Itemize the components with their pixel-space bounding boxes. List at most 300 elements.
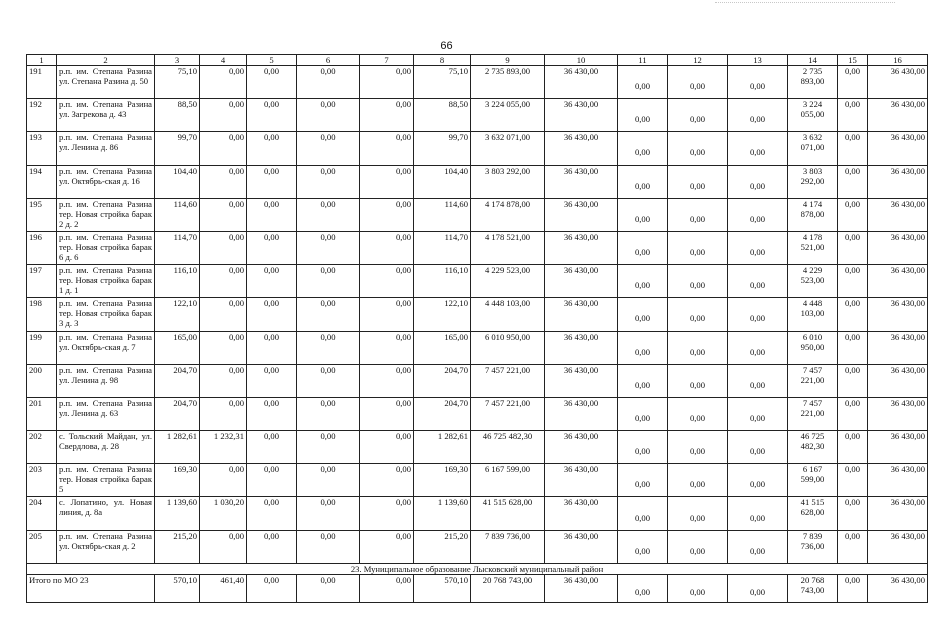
cell-value: 0,00 [749,587,766,598]
cell-value: 0,00 [749,446,766,457]
cell-col-5: 0,00 [247,99,297,132]
cell-col-12 [668,497,728,530]
column-number: 16 [868,55,928,66]
cell-col-13 [728,265,788,298]
cell-col-3: 99,70 [155,132,200,165]
cell-value: 0,00 [634,446,651,457]
column-number: 7 [360,55,414,66]
table-row [27,231,928,264]
cell-col-13 [728,464,788,497]
cell-col-10: 36 430,00 [545,364,618,397]
cell-value: 0,00 [634,412,651,423]
cell-col-13 [728,132,788,165]
cell-col-8: 169,30 [414,464,471,497]
cell-value: 0,00 [689,81,706,92]
cell-col-16: 36 430,00 [868,298,928,331]
cell-col-14: 3 632 071,00 [788,132,838,165]
cell-col-13 [728,99,788,132]
cell-col-3: 169,30 [155,464,200,497]
cell-value: 0,00 [689,512,706,523]
address-cell: р.п. им. Степана Разина ул. Загрекова д. 43 [57,99,155,132]
cell-value: 0,00 [689,587,706,598]
cell-col-4: 0,00 [200,66,247,99]
cell-value: 0,00 [634,247,651,258]
cell-col-9: 20 768 743,00 [471,574,545,602]
cell-col-4: 0,00 [200,331,247,364]
cell-col-10: 36 430,00 [545,165,618,198]
cell-col-16: 36 430,00 [868,397,928,430]
row-number: 200 [27,364,57,397]
cell-col-5: 0,00 [247,574,297,602]
table-row [27,132,928,165]
cell-col-4: 461,40 [200,574,247,602]
cell-col-3: 114,60 [155,198,200,231]
cell-col-14: 41 515 628,00 [788,497,838,530]
cell-col-5: 0,00 [247,66,297,99]
cell-value: 0,00 [689,147,706,158]
cell-value: 0,00 [749,545,766,556]
cell-col-4: 1 030,20 [200,497,247,530]
address-cell: р.п. им. Степана Разина ул. Степана Разина д. 50 [57,66,155,99]
cell-col-13 [728,231,788,264]
cell-value: 0,00 [749,180,766,191]
cell-col-6: 0,00 [297,298,360,331]
column-number: 10 [545,55,618,66]
address-cell: р.п. им. Степана Разина ул. Ленина д. 86 [57,132,155,165]
cell-col-13 [728,530,788,563]
row-number: 201 [27,397,57,430]
cell-col-15: 0,00 [838,265,868,298]
cell-col-3: 104,40 [155,165,200,198]
cell-col-11 [618,464,668,497]
cell-col-10: 36 430,00 [545,198,618,231]
cell-value: 0,00 [689,545,706,556]
cell-col-4: 0,00 [200,265,247,298]
cell-col-12 [668,198,728,231]
cell-col-9: 2 735 893,00 [471,66,545,99]
cell-col-5: 0,00 [247,497,297,530]
row-number: 192 [27,99,57,132]
address-cell: р.п. им. Степана Разина ул. Октябрь-ская д. 2 [57,530,155,563]
cell-col-8: 215,20 [414,530,471,563]
cell-value: 0,00 [634,587,651,598]
cell-col-15: 0,00 [838,397,868,430]
cell-col-3: 116,10 [155,265,200,298]
column-number: 6 [297,55,360,66]
cell-col-4: 0,00 [200,298,247,331]
cell-col-15: 0,00 [838,497,868,530]
cell-col-10: 36 430,00 [545,464,618,497]
cell-value: 0,00 [749,512,766,523]
address-cell: р.п. им. Степана Разина тер. Новая стройка барак 5 [57,464,155,497]
cell-col-15: 0,00 [838,231,868,264]
cell-value: 0,00 [689,247,706,258]
cell-col-6: 0,00 [297,464,360,497]
cell-col-3: 75,10 [155,66,200,99]
cell-col-9: 6 167 599,00 [471,464,545,497]
cell-col-5: 0,00 [247,165,297,198]
cell-col-16: 36 430,00 [868,574,928,602]
cell-col-13 [728,397,788,430]
cell-col-11 [618,298,668,331]
address-cell: р.п. им. Степана Разина тер. Новая стройка барак 3 д. 3 [57,298,155,331]
cell-col-3: 1 282,61 [155,431,200,464]
page-number: 66 [440,40,453,52]
cell-col-5: 0,00 [247,298,297,331]
cell-col-6: 0,00 [297,132,360,165]
row-number: 195 [27,198,57,231]
cell-col-9: 7 457 221,00 [471,397,545,430]
cell-col-10: 36 430,00 [545,231,618,264]
cell-value: 0,00 [689,213,706,224]
cell-col-16: 36 430,00 [868,66,928,99]
cell-col-11 [618,198,668,231]
cell-value: 0,00 [749,346,766,357]
cell-col-15: 0,00 [838,198,868,231]
cell-col-10: 36 430,00 [545,530,618,563]
cell-col-12 [668,431,728,464]
cell-col-12 [668,331,728,364]
cell-col-11 [618,331,668,364]
cell-col-12 [668,298,728,331]
cell-col-5: 0,00 [247,198,297,231]
cell-value: 0,00 [634,346,651,357]
cell-col-9: 3 803 292,00 [471,165,545,198]
cell-col-16: 36 430,00 [868,464,928,497]
cell-col-9: 4 448 103,00 [471,298,545,331]
row-number: 204 [27,497,57,530]
column-number: 3 [155,55,200,66]
column-number: 13 [728,55,788,66]
cell-col-5: 0,00 [247,397,297,430]
housing-registry-table [26,54,928,603]
cell-col-16: 36 430,00 [868,132,928,165]
cell-col-15: 0,00 [838,165,868,198]
cell-col-16: 36 430,00 [868,99,928,132]
cell-col-8: 114,60 [414,198,471,231]
cell-value: 0,00 [634,147,651,158]
cell-col-7: 0,00 [360,397,414,430]
cell-col-4: 0,00 [200,364,247,397]
cell-value: 0,00 [634,213,651,224]
cell-col-12 [668,574,728,602]
cell-col-10: 36 430,00 [545,574,618,602]
total-row [27,574,928,602]
cell-col-14: 7 457 221,00 [788,364,838,397]
row-number: 193 [27,132,57,165]
address-cell: р.п. им. Степана Разина тер. Новая стройка барак 6 д. 6 [57,231,155,264]
table-row [27,464,928,497]
cell-col-6: 0,00 [297,66,360,99]
cell-col-6: 0,00 [297,364,360,397]
cell-col-6: 0,00 [297,231,360,264]
cell-col-7: 0,00 [360,165,414,198]
cell-col-7: 0,00 [360,265,414,298]
cell-col-13 [728,165,788,198]
cell-col-10: 36 430,00 [545,431,618,464]
cell-col-7: 0,00 [360,298,414,331]
cell-col-4: 0,00 [200,132,247,165]
cell-col-8: 99,70 [414,132,471,165]
cell-col-8: 570,10 [414,574,471,602]
address-cell: р.п. им. Степана Разина ул. Ленина д. 63 [57,397,155,430]
cell-col-16: 36 430,00 [868,265,928,298]
cell-col-14: 6 010 950,00 [788,331,838,364]
cell-col-3: 570,10 [155,574,200,602]
cell-col-5: 0,00 [247,132,297,165]
cell-col-16: 36 430,00 [868,431,928,464]
row-number: 194 [27,165,57,198]
table-row [27,397,928,430]
cell-value: 0,00 [634,313,651,324]
cell-col-9: 4 178 521,00 [471,231,545,264]
cell-col-11 [618,574,668,602]
cell-col-10: 36 430,00 [545,265,618,298]
cell-col-8: 116,10 [414,265,471,298]
cell-col-7: 0,00 [360,99,414,132]
address-cell: р.п. им. Степана Разина тер. Новая стройка барак 2 д. 2 [57,198,155,231]
row-number: 199 [27,331,57,364]
cell-col-10: 36 430,00 [545,331,618,364]
cell-col-7: 0,00 [360,66,414,99]
cell-col-12 [668,397,728,430]
cell-col-8: 104,40 [414,165,471,198]
cell-value: 0,00 [634,379,651,390]
table-row [27,198,928,231]
cell-col-16: 36 430,00 [868,198,928,231]
cell-col-6: 0,00 [297,99,360,132]
cell-col-16: 36 430,00 [868,231,928,264]
cell-col-7: 0,00 [360,331,414,364]
address-cell: с. Тольский Майдан, ул. Свердлова, д. 28 [57,431,155,464]
cell-col-14: 7 457 221,00 [788,397,838,430]
cell-value: 0,00 [689,313,706,324]
cell-col-15: 0,00 [838,364,868,397]
cell-value: 0,00 [634,280,651,291]
cell-col-11 [618,165,668,198]
column-number: 12 [668,55,728,66]
cell-col-15: 0,00 [838,464,868,497]
cell-col-8: 122,10 [414,298,471,331]
cell-col-15: 0,00 [838,298,868,331]
cell-col-8: 204,70 [414,364,471,397]
cell-value: 0,00 [689,180,706,191]
cell-value: 0,00 [749,147,766,158]
cell-col-13 [728,364,788,397]
cell-value: 0,00 [634,114,651,125]
cell-col-11 [618,530,668,563]
cell-col-6: 0,00 [297,165,360,198]
cell-col-10: 36 430,00 [545,497,618,530]
cell-value: 0,00 [749,81,766,92]
cell-value: 0,00 [689,446,706,457]
cell-col-14: 3 224 055,00 [788,99,838,132]
cell-col-10: 36 430,00 [545,66,618,99]
column-number: 2 [57,55,155,66]
table-row [27,364,928,397]
cell-col-14: 4 178 521,00 [788,231,838,264]
table-row [27,99,928,132]
cell-value: 0,00 [749,479,766,490]
cell-col-13 [728,574,788,602]
cell-col-10: 36 430,00 [545,397,618,430]
scan-edge-mark [715,2,895,3]
column-number: 15 [838,55,868,66]
cell-col-15: 0,00 [838,574,868,602]
cell-col-5: 0,00 [247,431,297,464]
table-row [27,298,928,331]
cell-col-13 [728,431,788,464]
cell-col-4: 0,00 [200,99,247,132]
cell-col-12 [668,66,728,99]
cell-col-16: 36 430,00 [868,364,928,397]
row-number: 205 [27,530,57,563]
cell-value: 0,00 [689,479,706,490]
cell-value: 0,00 [749,313,766,324]
row-number: 197 [27,265,57,298]
cell-value: 0,00 [749,280,766,291]
cell-col-4: 0,00 [200,397,247,430]
cell-col-11 [618,364,668,397]
total-label: Итого по МО 23 [27,574,155,602]
address-cell: р.п. им. Степана Разина ул. Октябрь-ская д. 16 [57,165,155,198]
cell-col-11 [618,265,668,298]
table-row [27,66,928,99]
column-number: 14 [788,55,838,66]
cell-col-8: 1 282,61 [414,431,471,464]
cell-col-9: 41 515 628,00 [471,497,545,530]
column-number: 1 [27,55,57,66]
cell-col-11 [618,497,668,530]
row-number: 202 [27,431,57,464]
cell-col-6: 0,00 [297,198,360,231]
cell-col-4: 0,00 [200,231,247,264]
cell-value: 0,00 [634,180,651,191]
section-row [27,563,928,574]
cell-col-8: 204,70 [414,397,471,430]
cell-col-3: 204,70 [155,397,200,430]
cell-col-16: 36 430,00 [868,497,928,530]
row-number: 191 [27,66,57,99]
cell-col-6: 0,00 [297,265,360,298]
cell-col-5: 0,00 [247,530,297,563]
cell-value: 0,00 [689,346,706,357]
cell-col-13 [728,298,788,331]
cell-col-7: 0,00 [360,198,414,231]
cell-col-8: 75,10 [414,66,471,99]
cell-value: 0,00 [749,379,766,390]
cell-col-16: 36 430,00 [868,530,928,563]
address-cell: с. Лопатино, ул. Новая линия, д. 8а [57,497,155,530]
table-row [27,331,928,364]
cell-col-11 [618,431,668,464]
cell-col-14: 3 803 292,00 [788,165,838,198]
cell-col-9: 4 229 523,00 [471,265,545,298]
cell-value: 0,00 [689,280,706,291]
cell-col-10: 36 430,00 [545,99,618,132]
cell-col-13 [728,66,788,99]
row-number: 203 [27,464,57,497]
cell-col-15: 0,00 [838,530,868,563]
cell-col-14: 4 448 103,00 [788,298,838,331]
cell-col-9: 3 224 055,00 [471,99,545,132]
cell-col-7: 0,00 [360,530,414,563]
cell-value: 0,00 [689,114,706,125]
cell-col-7: 0,00 [360,364,414,397]
cell-value: 0,00 [634,512,651,523]
cell-col-6: 0,00 [297,331,360,364]
cell-value: 0,00 [749,247,766,258]
cell-col-12 [668,165,728,198]
cell-col-4: 0,00 [200,165,247,198]
cell-value: 0,00 [749,412,766,423]
cell-value: 0,00 [749,114,766,125]
cell-col-14: 20 768 743,00 [788,574,838,602]
cell-col-9: 46 725 482,30 [471,431,545,464]
cell-col-13 [728,198,788,231]
cell-col-4: 0,00 [200,198,247,231]
cell-col-8: 88,50 [414,99,471,132]
column-number: 4 [200,55,247,66]
cell-col-11 [618,132,668,165]
address-cell: р.п. им. Степана Разина ул. Октябрь-ская д. 7 [57,331,155,364]
cell-col-3: 215,20 [155,530,200,563]
column-number: 11 [618,55,668,66]
cell-col-14: 46 725 482,30 [788,431,838,464]
address-cell: р.п. им. Степана Разина тер. Новая стройка барак 1 д. 1 [57,265,155,298]
cell-col-5: 0,00 [247,231,297,264]
table-row [27,530,928,563]
cell-col-12 [668,132,728,165]
cell-col-11 [618,99,668,132]
cell-col-12 [668,530,728,563]
cell-col-3: 204,70 [155,364,200,397]
table-row [27,165,928,198]
cell-col-15: 0,00 [838,99,868,132]
cell-col-4: 0,00 [200,530,247,563]
address-cell: р.п. им. Степана Разина ул. Ленина д. 98 [57,364,155,397]
cell-value: 0,00 [634,545,651,556]
cell-col-3: 1 139,60 [155,497,200,530]
cell-col-14: 6 167 599,00 [788,464,838,497]
column-number: 5 [247,55,297,66]
cell-col-5: 0,00 [247,364,297,397]
cell-col-10: 36 430,00 [545,298,618,331]
cell-col-11 [618,231,668,264]
cell-col-16: 36 430,00 [868,165,928,198]
cell-col-7: 0,00 [360,574,414,602]
cell-col-10: 36 430,00 [545,132,618,165]
cell-col-6: 0,00 [297,497,360,530]
table-row [27,431,928,464]
cell-col-12 [668,265,728,298]
cell-col-5: 0,00 [247,331,297,364]
cell-col-15: 0,00 [838,66,868,99]
cell-col-9: 7 457 221,00 [471,364,545,397]
cell-col-6: 0,00 [297,530,360,563]
cell-value: 0,00 [689,412,706,423]
cell-col-8: 1 139,60 [414,497,471,530]
cell-col-11 [618,66,668,99]
cell-col-6: 0,00 [297,397,360,430]
cell-value: 0,00 [689,379,706,390]
cell-col-6: 0,00 [297,431,360,464]
cell-col-15: 0,00 [838,331,868,364]
row-number: 196 [27,231,57,264]
cell-col-12 [668,231,728,264]
column-number-row [27,55,928,66]
cell-col-5: 0,00 [247,464,297,497]
